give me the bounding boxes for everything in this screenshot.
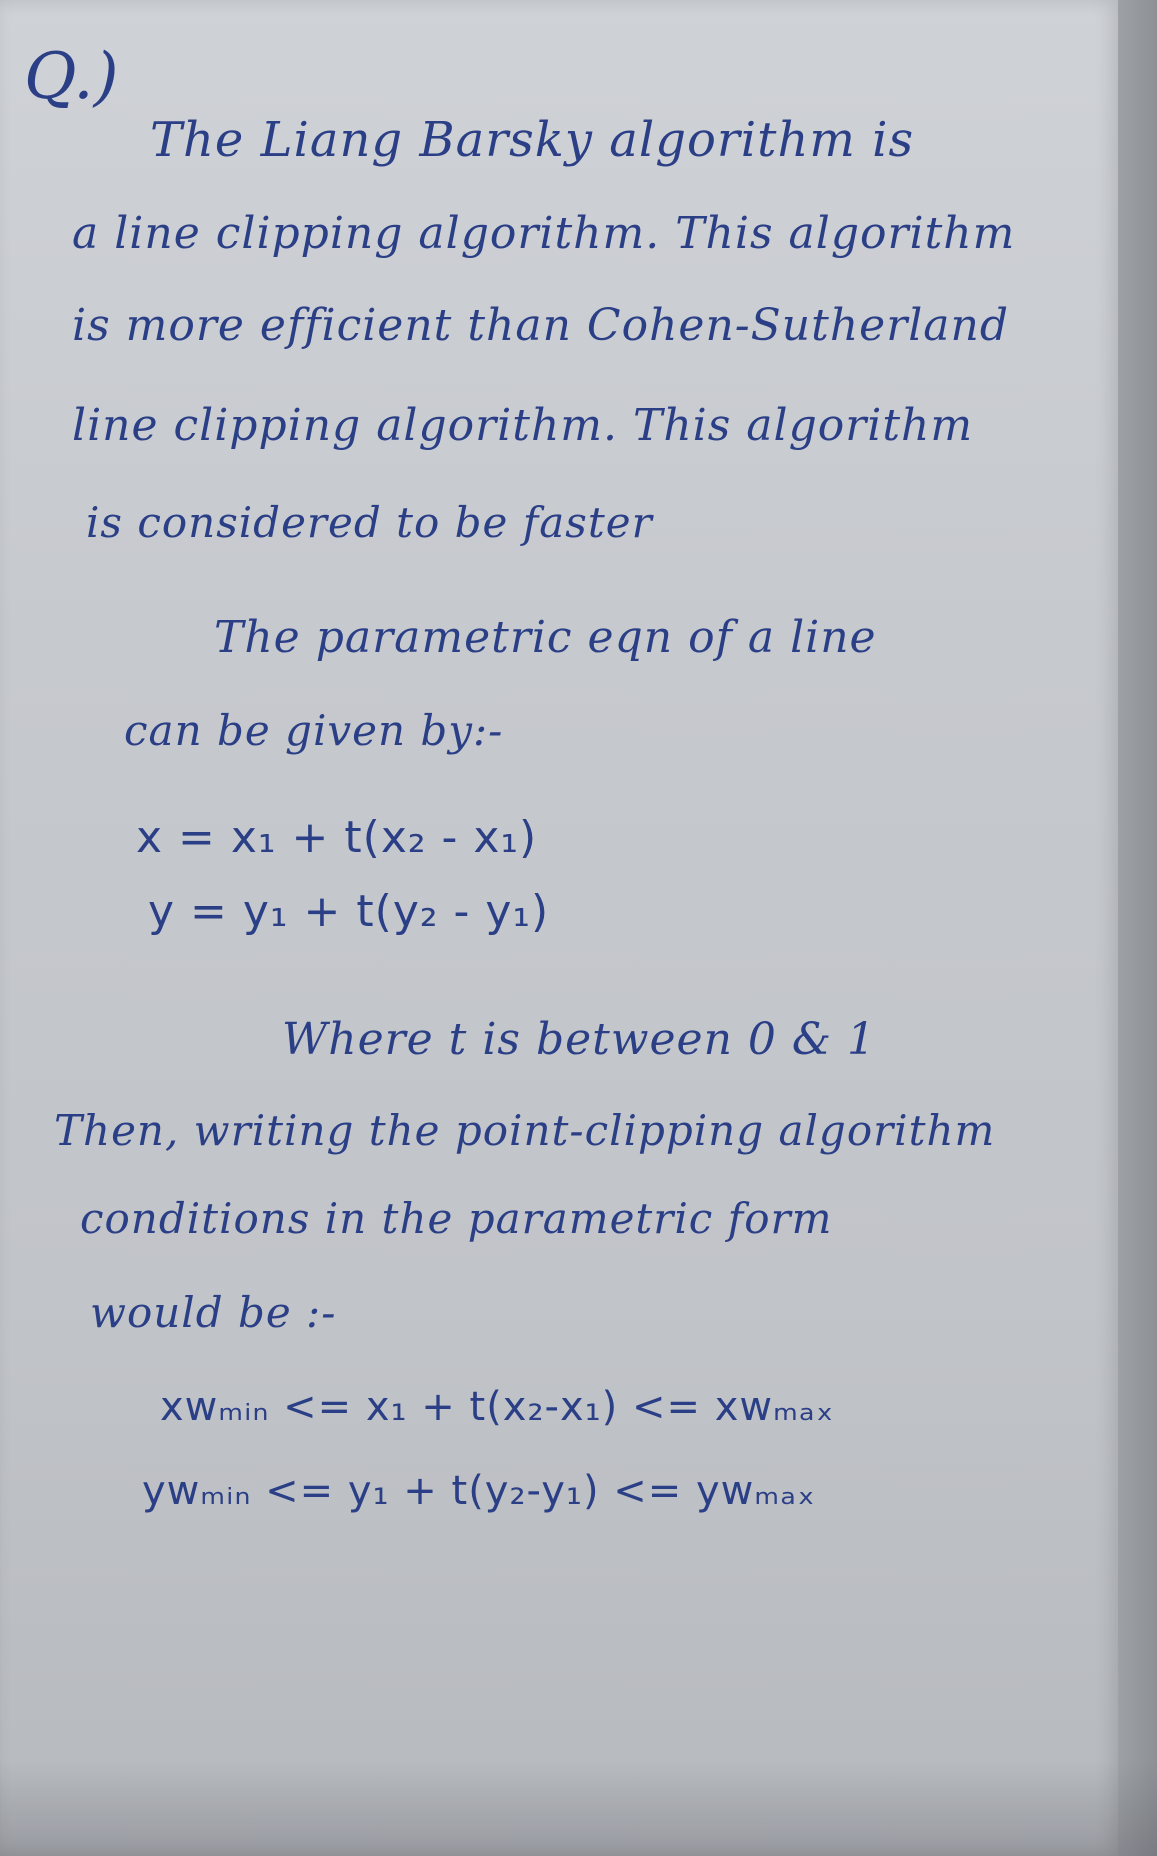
x-equation: x = x₁ + t(x₂ - x₁) <box>136 812 538 863</box>
y-equation: y = y₁ + t(y₂ - y₁) <box>148 886 550 937</box>
x-inequality: xwₘᵢₙ <= x₁ + t(x₂-x₁) <= xwₘₐₓ <box>160 1384 835 1430</box>
page-edge <box>1118 0 1157 1856</box>
intro-line-1: The Liang Barsky algorithm is <box>150 112 915 168</box>
range-note: Where t is between 0 & 1 <box>282 1014 877 1065</box>
parametric-line-1: The parametric eqn of a line <box>214 612 877 663</box>
condition-line-1: Then, writing the point-clipping algorithm <box>54 1106 996 1155</box>
condition-line-2: conditions in the parametric form <box>80 1194 833 1243</box>
y-inequality: ywₘᵢₙ <= y₁ + t(y₂-y₁) <= ywₘₐₓ <box>142 1468 816 1514</box>
parametric-line-2: can be given by:- <box>124 706 504 755</box>
intro-line-4: line clipping algorithm. This algorithm <box>72 400 974 451</box>
intro-line-5: is considered to be faster <box>86 498 653 547</box>
intro-line-2: a line clipping algorithm. This algorithm <box>72 208 1016 259</box>
bottom-shadow <box>0 1760 1157 1856</box>
condition-line-3: would be :- <box>90 1288 337 1337</box>
question-label: Q.) <box>24 40 119 114</box>
intro-line-3: is more efficient than Cohen-Sutherland <box>72 300 1010 351</box>
